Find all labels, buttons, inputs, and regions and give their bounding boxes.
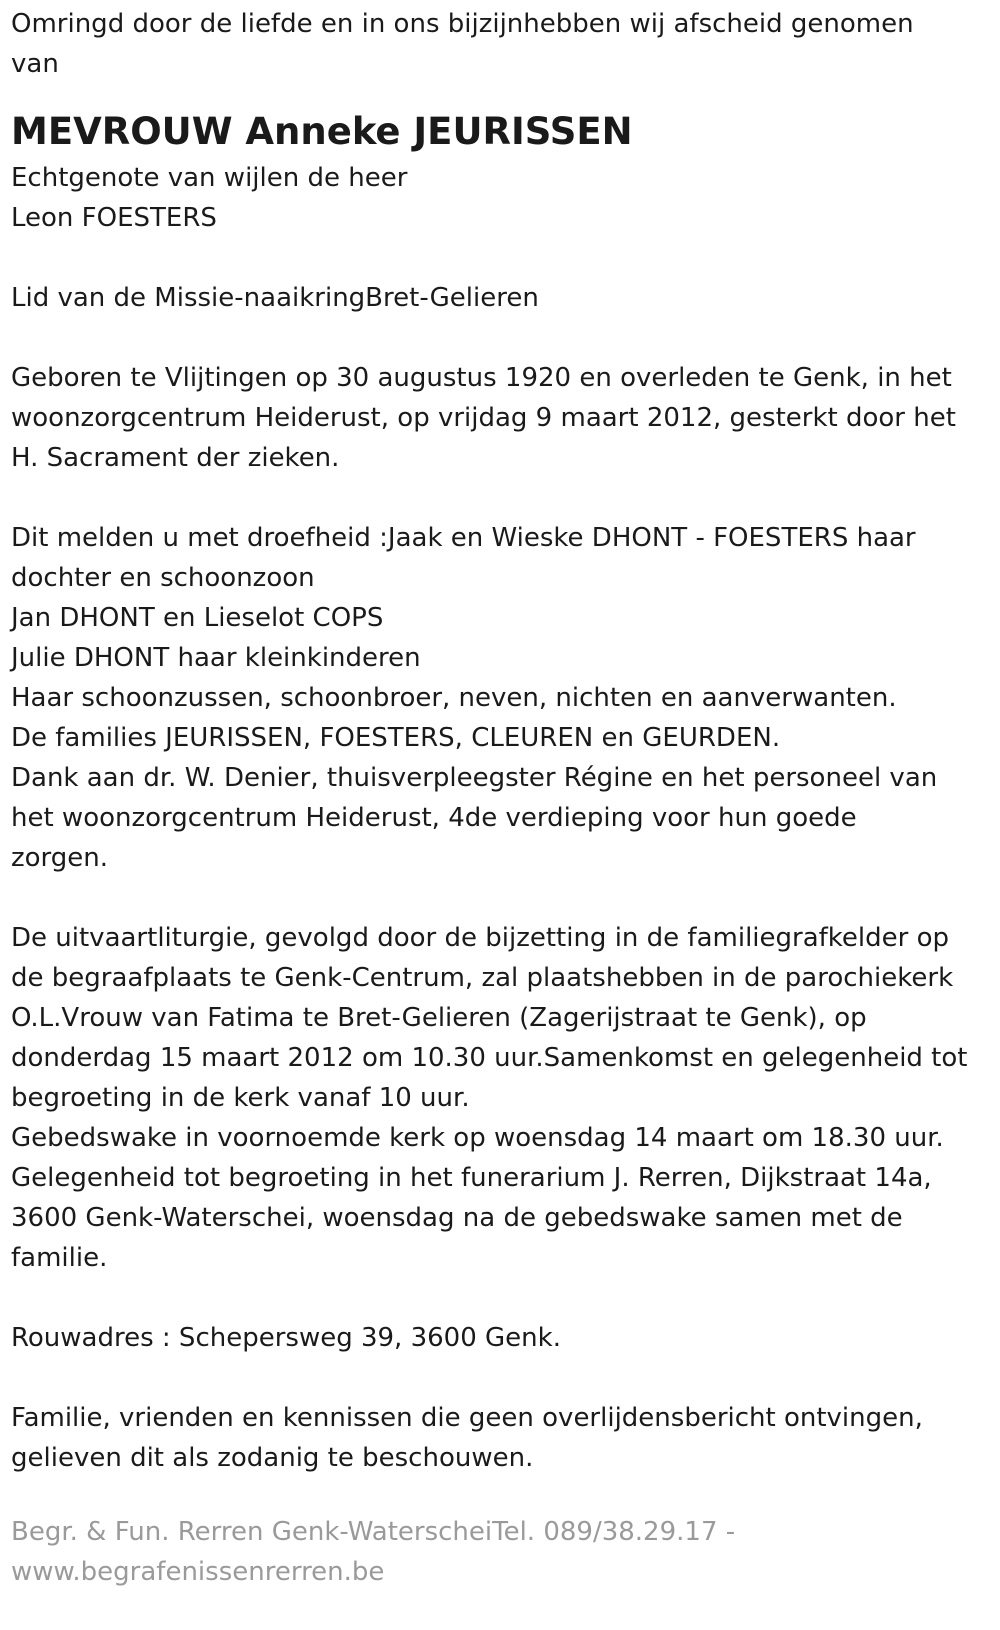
spacer [11,478,996,518]
intro-line: Omringd door de liefde en in ons bijzijnhebben wij afscheid genomen [11,9,914,39]
paragraph-line: Gelegenheid tot begroeting in het funerarium J. Rerren, Dijkstraat 14a, [11,1163,932,1193]
paragraph-line: de begraafplaats te Genk-Centrum, zal plaatshebben in de parochiekerk [11,963,954,993]
spouse-line: Echtgenote van wijlen de heer [11,163,408,193]
paragraph-line: Dank aan dr. W. Denier, thuisverpleegster Régine en het personeel van [11,763,938,793]
paragraph-line: De uitvaartliturgie, gevolgd door de bijzetting in de familiegrafkelder op [11,923,950,953]
deceased-name: MEVROUW Anneke JEURISSEN [11,110,633,153]
notice-paragraph [11,1398,996,1478]
paragraph-line: H. Sacrament der zieken. [11,443,340,473]
paragraph-line: Gebedswake in voornoemde kerk op woensdag 14 maart om 18.30 uur. [11,1123,944,1153]
intro-text [11,4,996,84]
paragraph-line: gelieven dit als zodanig te beschouwen. [11,1443,534,1473]
membership-text: Lid van de Missie-naaikringBret-Gelieren [11,283,539,313]
paragraph-line: familie. [11,1243,108,1273]
mourning-address: Rouwadres : Schepersweg 39, 3600 Genk. [11,1323,561,1353]
paragraph-line: Familie, vrienden en kennissen die geen overlijdensbericht ontvingen, [11,1403,923,1433]
paragraph-line: De families JEURISSEN, FOESTERS, CLEUREN en GEURDEN. [11,723,781,753]
paragraph-line: 3600 Genk-Waterschei, woensdag na de gebedswake samen met de [11,1203,903,1233]
paragraph-line: Haar schoonzussen, schoonbroer, neven, nichten en aanverwanten. [11,683,897,713]
birth-death-paragraph [11,358,996,478]
funeral-home-footer [11,1512,996,1592]
paragraph-line: woonzorgcentrum Heiderust, op vrijdag 9 maart 2012, gesterkt door het [11,403,956,433]
paragraph-line: donderdag 15 maart 2012 om 10.30 uur.Samenkomst en gelegenheid tot [11,1043,968,1073]
paragraph-line: het woonzorgcentrum Heiderust, 4de verdieping voor hun goede [11,803,857,833]
death-notice [11,4,996,1592]
paragraph-line: Julie DHONT haar kleinkinderen [11,643,421,673]
footer-website: www.begrafenissenrerren.be [11,1557,385,1587]
paragraph-line: dochter en schoonzoon [11,563,315,593]
spouse-info [11,158,996,238]
paragraph-line: Geboren te Vlijtingen op 30 augustus 1920 en overleden te Genk, in het [11,363,952,393]
spacer [11,238,996,278]
paragraph-line: O.L.Vrouw van Fatima te Bret-Gelieren (Zagerijstraat te Genk), op [11,1003,867,1033]
paragraph-line: Dit melden u met droefheid :Jaak en Wieske DHONT - FOESTERS haar [11,523,916,553]
spacer [11,878,996,918]
family-paragraph [11,518,996,878]
paragraph-line: zorgen. [11,843,109,873]
intro-line: van [11,49,59,79]
funeral-paragraph [11,918,996,1278]
spacer [11,1358,996,1398]
paragraph-line: begroeting in de kerk vanaf 10 uur. [11,1083,470,1113]
spouse-line: Leon FOESTERS [11,203,217,233]
spacer [11,1278,996,1318]
footer-line: Begr. & Fun. Rerren Genk-WaterscheiTel. 089/38.29.17 - [11,1517,736,1547]
spacer [11,318,996,358]
paragraph-line: Jan DHONT en Lieselot COPS [11,603,384,633]
